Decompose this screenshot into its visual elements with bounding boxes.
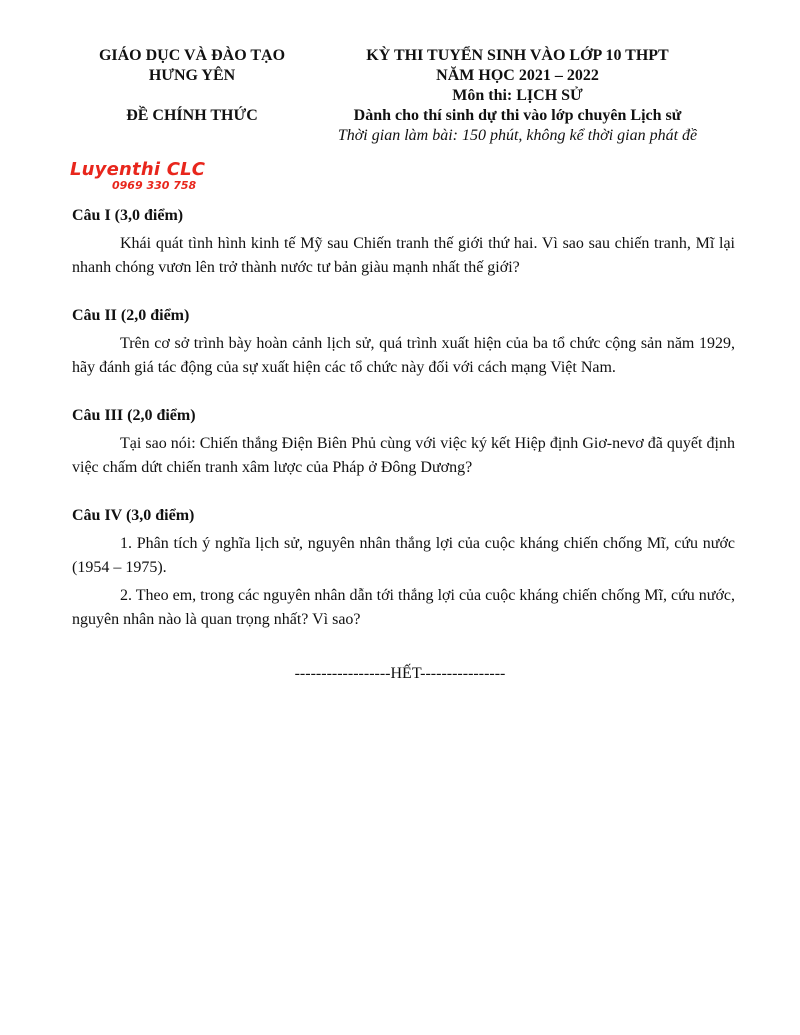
question-text: Trên cơ sở trình bày hoàn cảnh lịch sử, quá trình xuất hiện của ba tổ chức cộng sản năm 1929, hãy đánh giá tác động của sự xuất hiện các tổ chức này đối với cách mạng Việt Nam. [72,335,735,376]
question-3 [72,404,735,480]
question-text-part-2: 2. Theo em, trong các nguyên nhân dẫn tới thắng lợi của cuộc kháng chiến chống Mĩ, cứu nước, nguyên nhân nào là quan trọng nhất? Vì sao? [72,587,735,628]
question-text: Tại sao nói: Chiến thắng Điện Biên Phủ cùng với việc ký kết Hiệp định Giơ-nevơ đã quyết định việc chấm dứt chiến tranh xâm lược của Pháp ở Đông Dương? [72,435,735,476]
header-left-block [72,46,312,126]
logo-phone: 0969 330 758 [112,179,197,192]
end-marker: ------------------HẾT---------------- [294,665,506,682]
province-name: HƯNG YÊN [148,67,236,84]
question-text: Khái quát tình hình kinh tế Mỹ sau Chiến tranh thế giới thứ hai. Vì sao sau chiến tranh, Mĩ lại nhanh chóng vươn lên trở thành nước tư bản giàu mạnh nhất thế giới? [72,235,735,276]
logo-brand: Luyenthi CLC [70,159,206,180]
duration-line: Thời gian làm bài: 150 phút, không kể thời gian phát đề [337,127,698,144]
header-right-block [320,46,715,146]
exam-title: KỲ THI TUYỂN SINH VÀO LỚP 10 THPT [366,47,669,64]
watermark-logo [70,160,240,194]
question-2 [72,304,735,380]
department-name: GIÁO DỤC VÀ ĐÀO TẠO [98,47,286,64]
audience-line: Dành cho thí sinh dự thi vào lớp chuyên Lịch sử [353,107,682,124]
question-title: Câu III (2,0 điểm) [72,407,196,424]
question-4 [72,504,735,632]
school-year: NĂM HỌC 2021 – 2022 [436,67,599,84]
official-label: ĐỀ CHÍNH THỨC [126,107,258,124]
question-title: Câu II (2,0 điểm) [72,307,190,324]
question-1 [72,204,735,280]
subject-line: Môn thi: LỊCH SỬ [452,87,583,104]
questions-container [72,204,735,656]
question-title: Câu IV (3,0 điểm) [72,507,195,524]
question-title: Câu I (3,0 điểm) [72,207,184,224]
question-text-part-1: 1. Phân tích ý nghĩa lịch sử, nguyên nhân thắng lợi của cuộc kháng chiến chống Mĩ, cứu nước (1954 – 1975). [72,535,735,576]
